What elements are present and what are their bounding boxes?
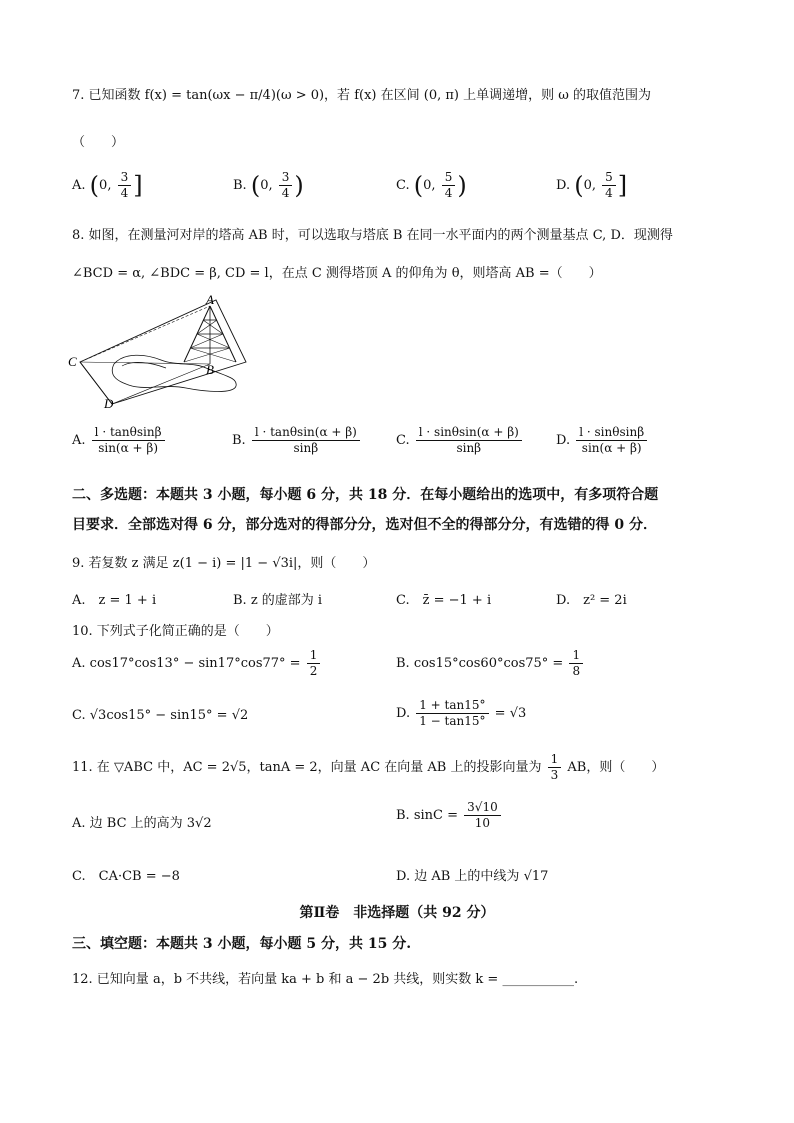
q9-option-c: C. z̄ = −1 + i xyxy=(396,593,492,608)
q10-option-a: A. cos17°cos13° − sin17°cos77° = $\frac{1}{2}$ xyxy=(72,648,322,679)
q9-stem: 9. 若复数 z 满足 z(1 − i) = |1 − √3i|，则（ ） xyxy=(72,556,376,571)
section2-heading-line1: 二、多选题：本题共 3 小题，每小题 6 分，共 18 分．在每小题给出的选项中，有多项符合题 xyxy=(72,487,659,503)
q11-option-d: D. 边 AB 上的中线为 √17 xyxy=(396,869,549,884)
q12-stem: 12. 已知向量 a，b 不共线，若向量 ka + b 和 a − 2b 共线，则实数 k = ___________. xyxy=(72,972,579,987)
q11-stem: 11. 在 ▽ABC 中，AC = 2√5，tanA = 2，向量 AC 在向量 AB 上的投影向量为 $\frac{1}{3}$ AB，则（ ） xyxy=(72,752,665,782)
q8-line1: 8. 如图，在测量河对岸的塔高 AB 时，可以选取与塔底 B 在同一水平面内的两个测量基点 C, D．现测得 xyxy=(72,228,673,243)
q8-option-d: D. $\frac{l \cdot \sin\theta\sin\beta}{\sin(\alpha + \beta)}$ xyxy=(556,425,649,456)
q9-option-a: A. z = 1 + i xyxy=(72,593,157,608)
q7-option-d: D. (0, $\frac{5}{4}$ ] xyxy=(556,170,628,200)
part2-title: 第Ⅱ卷 非选择题（共 92 分） xyxy=(299,905,495,921)
q7-option-a: A. (0, $\frac{3}{4}$ ] xyxy=(72,170,143,200)
q7-option-c: C. (0, $\frac{5}{4}$ ) xyxy=(396,170,467,200)
q9-option-d: D. z² = 2i xyxy=(556,593,627,608)
q10-option-c: C. √3cos15° − sin15° = √2 xyxy=(72,708,249,723)
fig-label-b: B xyxy=(206,362,214,377)
q7-option-b: B. (0, $\frac{3}{4}$ ) xyxy=(233,170,304,200)
q10-option-b: B. cos15°cos60°cos75° = $\frac{1}{8}$ xyxy=(396,648,585,679)
fig-label-d: D xyxy=(104,396,114,410)
q10-stem: 10. 下列式子化简正确的是（ ） xyxy=(72,624,279,639)
q7-stem: 7. 已知函数 f(x) = tan(ωx − π/4)(ω > 0)，若 f(x) 在区间 (0, π) 上单调递增，则 ω 的取值范围为 xyxy=(72,88,651,103)
q8-option-b: B. $\frac{l \cdot \tan\theta\sin(\alpha + \beta)}{\sin\beta}$ xyxy=(232,425,362,456)
fig-label-c: C xyxy=(68,354,77,369)
section3-heading: 三、填空题：本题共 3 小题，每小题 5 分，共 15 分. xyxy=(72,936,412,952)
q8-tower-figure xyxy=(66,292,256,410)
q8-option-c: C. $\frac{l \cdot \sin\theta\sin(\alpha + \beta)}{\sin\beta}$ xyxy=(396,425,524,456)
fig-label-a: A xyxy=(206,292,214,307)
q8-line2: ∠BCD = α, ∠BDC = β, CD = l，在点 C 测得塔顶 A 的仰角为 θ，则塔高 AB =（ ） xyxy=(72,266,602,281)
q8-option-a: A. $\frac{l \cdot \tan\theta\sin\beta}{\sin(\alpha + \beta)}$ xyxy=(72,425,167,456)
section2-heading-line2: 目要求．全部选对得 6 分，部分选对的得部分分，选对但不全的得部分分，有选错的得 0 分． xyxy=(72,517,657,533)
q9-option-b: B. z 的虚部为 i xyxy=(233,593,323,608)
q11-option-b: B. sinC = $\frac{3√10}{10}$ xyxy=(396,800,503,831)
q10-option-d: D. $\frac{1 + \tan 15^\circ}{1 - \tan 15^\circ}$ = √3 xyxy=(396,698,527,728)
q11-option-a: A. 边 BC 上的高为 3√2 xyxy=(72,816,212,831)
q11-option-c: C. CA·CB = −8 xyxy=(72,869,180,884)
q7-blank: （ ） xyxy=(72,135,125,150)
